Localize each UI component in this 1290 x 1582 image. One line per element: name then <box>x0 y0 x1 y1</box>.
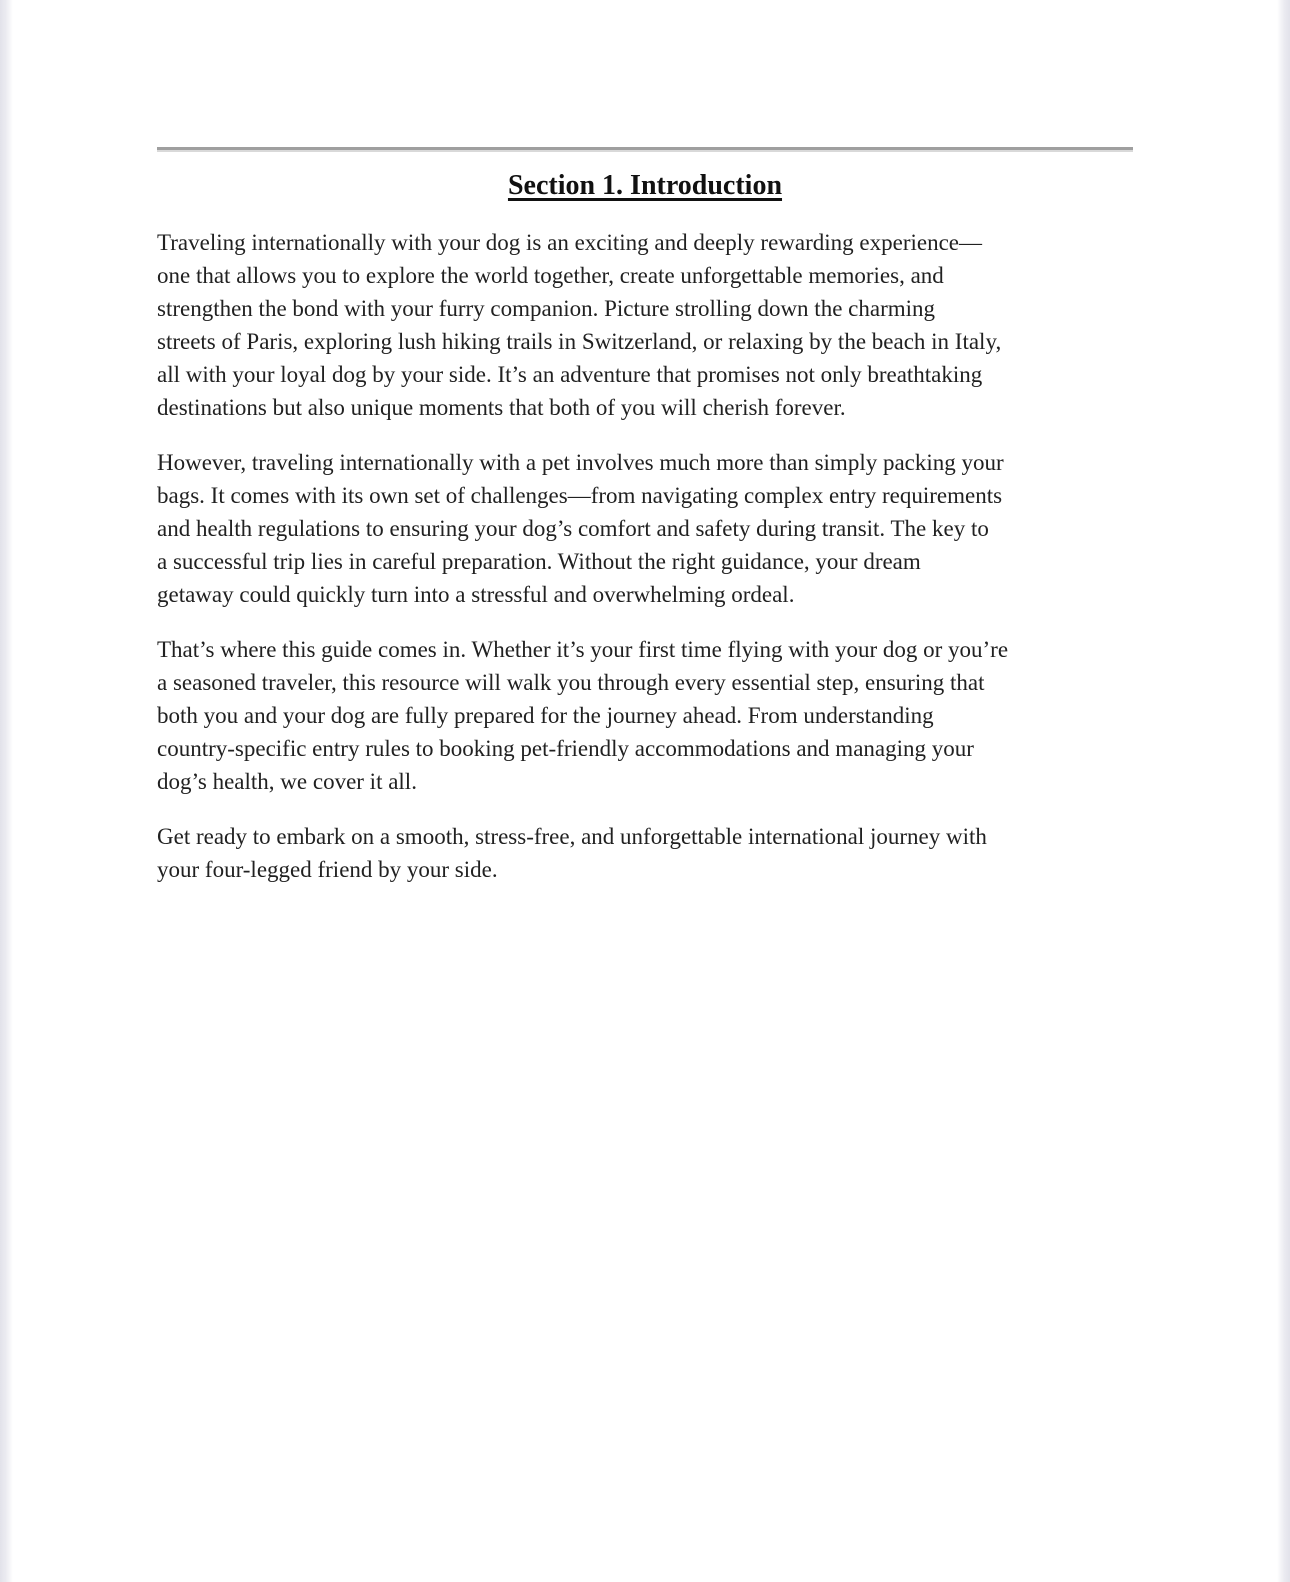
paragraph-line: and health regulations to ensuring your dog’s comfort and safety during transit. The key to <box>157 516 989 541</box>
paragraph-line: one that allows you to explore the world together, create unforgettable memories, and <box>157 263 944 288</box>
paragraph-line: bags. It comes with its own set of challenges—from navigating complex entry requirements <box>157 483 1003 508</box>
paragraph-line: That’s where this guide comes in. Whether it’s your first time flying with your dog or you’re <box>157 637 1009 662</box>
paragraph-line: streets of Paris, exploring lush hiking trails in Switzerland, or relaxing by the beach in Italy, <box>157 329 1002 354</box>
paragraph <box>157 226 1133 424</box>
document-page <box>157 0 1133 886</box>
paragraph <box>157 446 1133 611</box>
paragraph-line: dog’s health, we cover it all. <box>157 769 417 794</box>
paragraph-line: country-specific entry rules to booking pet-friendly accommodations and managing your <box>157 736 974 761</box>
paragraph-line: getaway could quickly turn into a stressful and overwhelming ordeal. <box>157 582 795 607</box>
paragraph-line: both you and your dog are fully prepared for the journey ahead. From understanding <box>157 703 934 728</box>
paragraph-line: a seasoned traveler, this resource will walk you through every essential step, ensuring that <box>157 670 985 695</box>
paragraph-line: Get ready to embark on a smooth, stress-free, and unforgettable international journey with <box>157 824 987 849</box>
paragraph-line: However, traveling internationally with a pet involves much more than simply packing your <box>157 450 1004 475</box>
section-heading-text: Section 1. Introduction <box>507 170 783 201</box>
paragraph-line: your four-legged friend by your side. <box>157 857 498 882</box>
viewport-edge-left <box>0 0 13 1582</box>
paragraph-line: strengthen the bond with your furry companion. Picture strolling down the charming <box>157 296 936 321</box>
paragraph-line: a successful trip lies in careful preparation. Without the right guidance, your dream <box>157 549 921 574</box>
paragraph <box>157 633 1133 798</box>
horizontal-rule <box>157 147 1133 152</box>
viewport-edge-right <box>1277 0 1290 1582</box>
section-heading <box>157 168 1133 204</box>
paragraph <box>157 820 1133 886</box>
paragraph-line: all with your loyal dog by your side. It’s an adventure that promises not only breathtaking <box>157 362 983 387</box>
paragraph-line: destinations but also unique moments that both of you will cherish forever. <box>157 395 846 420</box>
paragraph-line: Traveling internationally with your dog is an exciting and deeply rewarding experience— <box>157 230 983 255</box>
